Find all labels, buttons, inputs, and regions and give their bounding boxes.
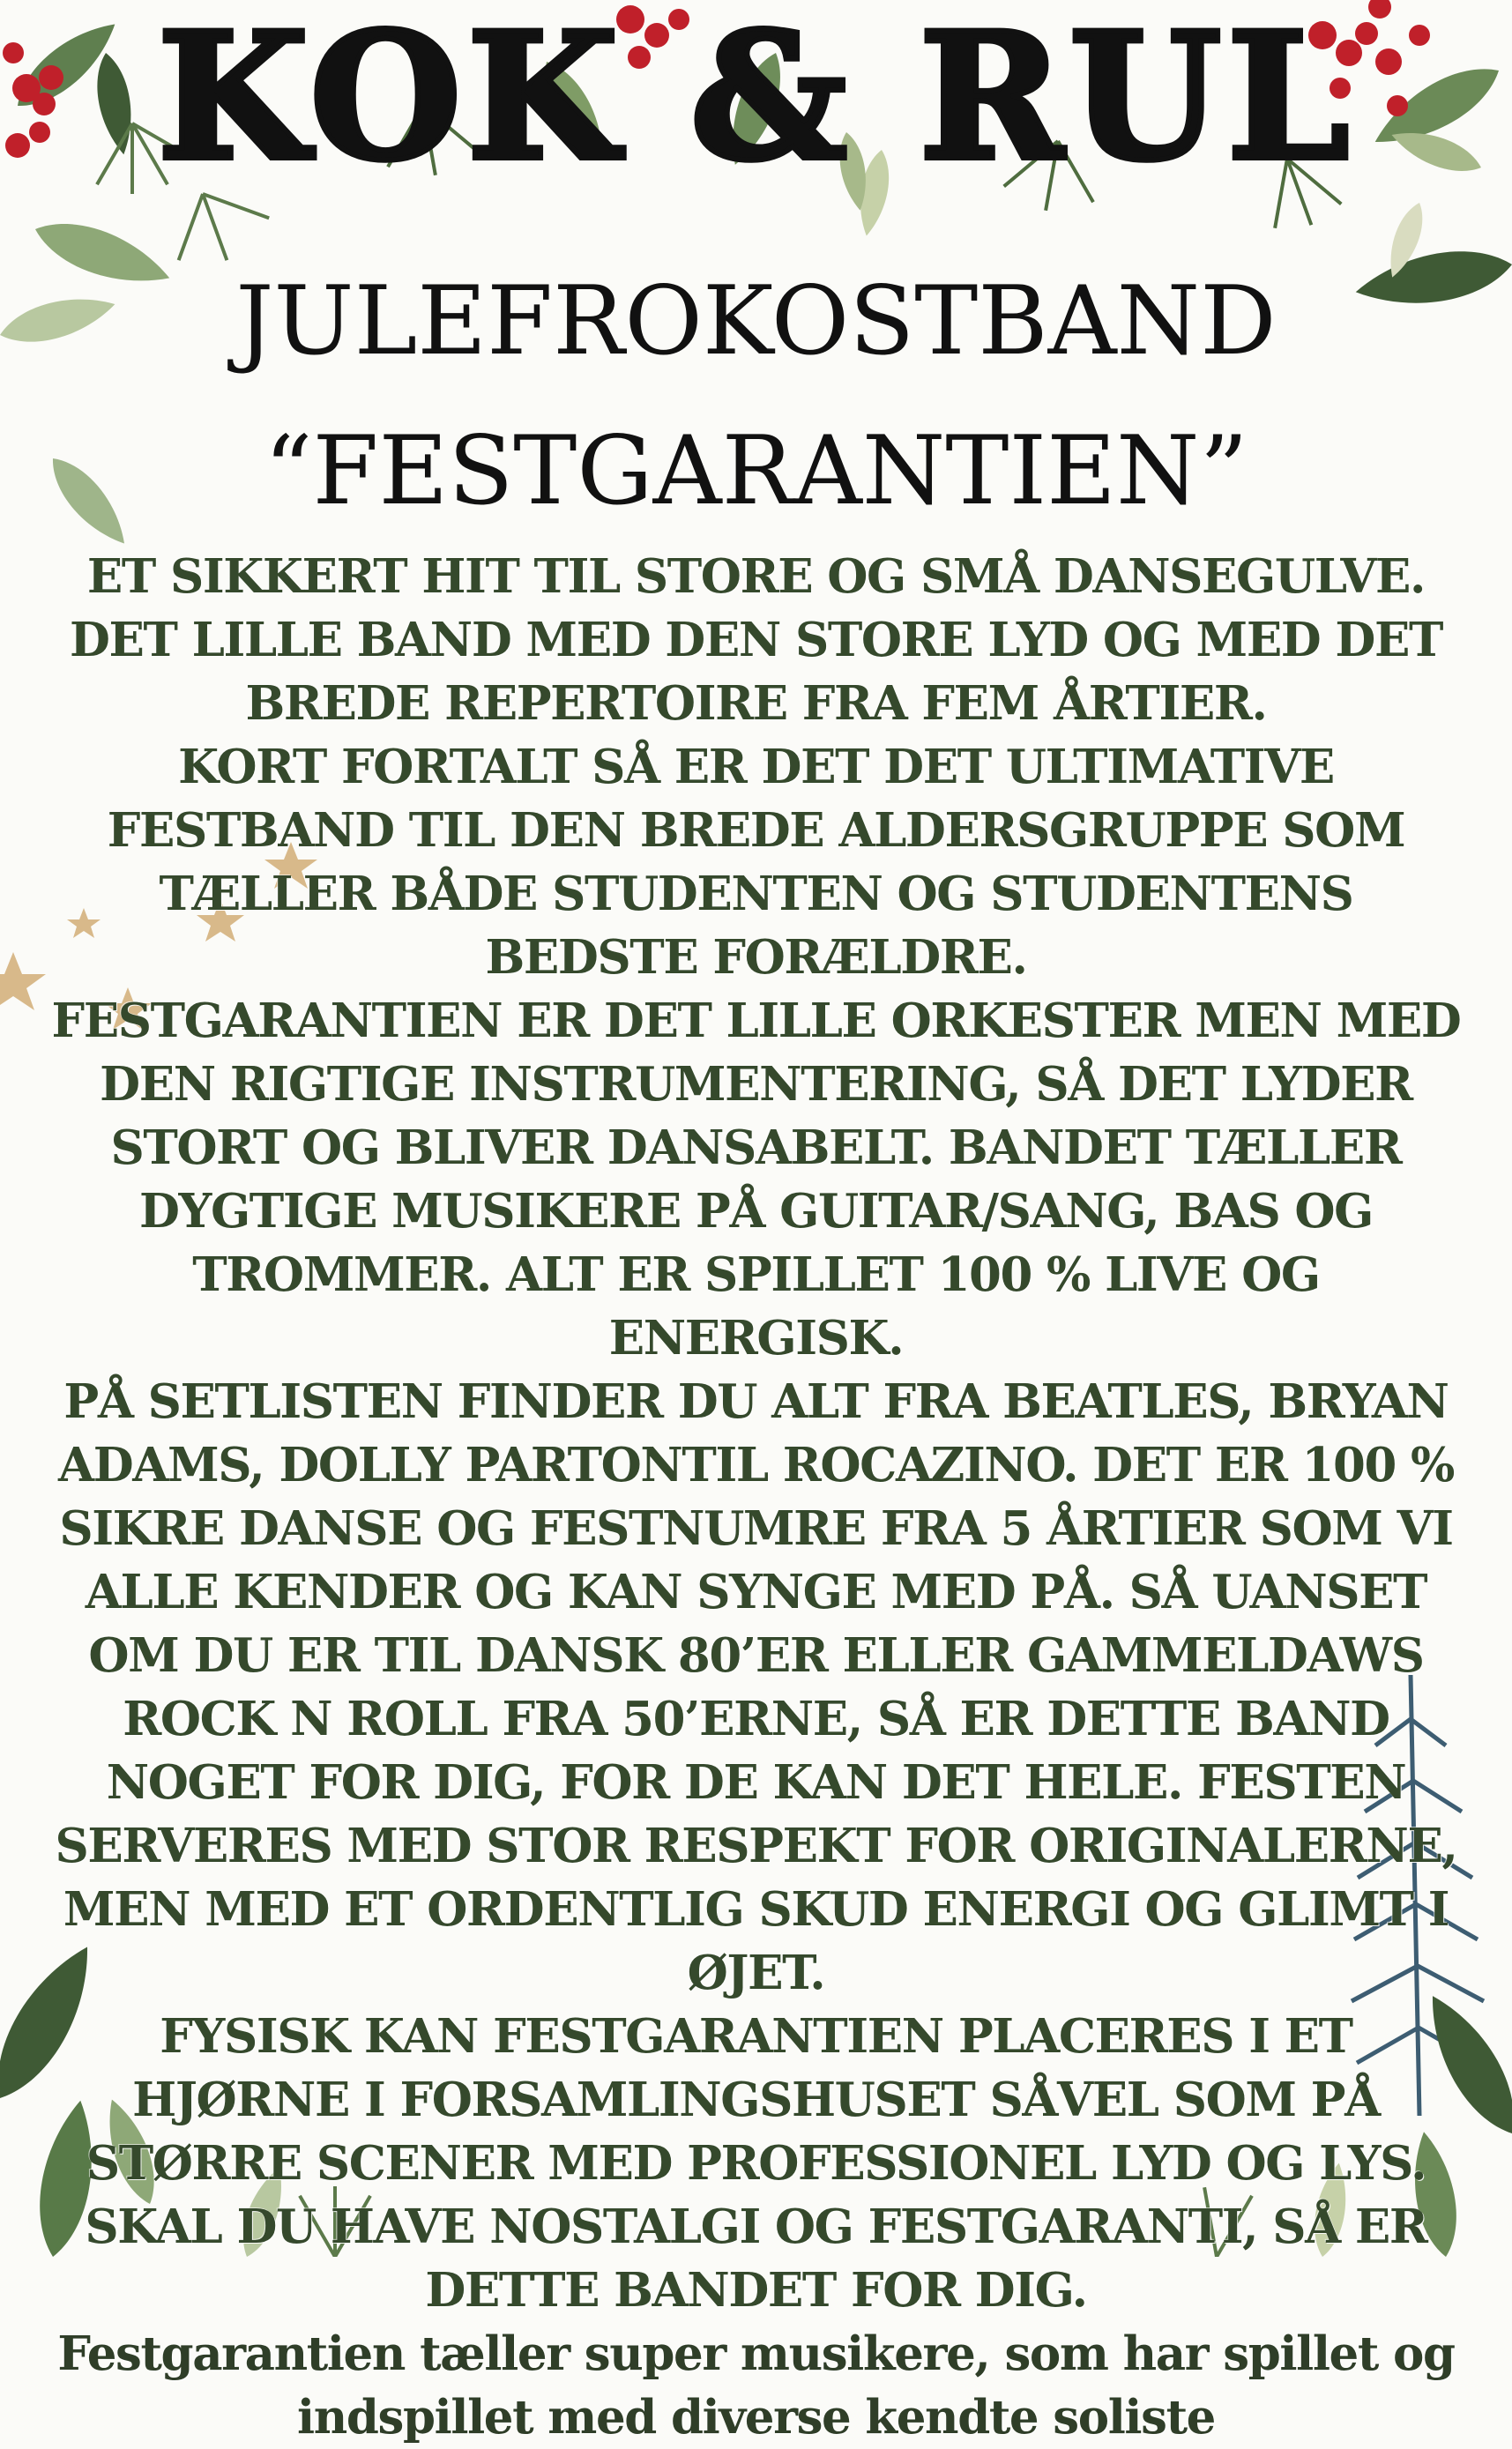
description-text (48, 545, 1464, 2449)
paragraph-instrumentation: FESTGARANTIEN ER DET LILLE ORKESTER MEN MED DEN RIGTIGE INSTRUMENTERING, SÅ DET LYDER STORT OG BLIVER DANSABELT. BANDET TÆLLER DYGTIGE MUSIKERE PÅ GUITAR/SANG, BAS OG TROMMER. ALT ER SPILLET 100 % LIVE OG ENERGISK. (51, 994, 1461, 1366)
paragraph-nostalgia: SKAL DU HAVE NOSTALGI OG FESTGARANTI, SÅ ER DETTE BANDET FOR DIG. (85, 2200, 1427, 2318)
paragraph-small-band: DET LILLE BAND MED DEN STORE LYD OG MED DET BREDE REPERTOIRE FRA FEM ÅRTIER. (69, 613, 1443, 731)
band-title: KOK & RUL (157, 0, 1355, 199)
paragraph-ultimate-festband: KORT FORTALT SÅ ER DET DET ULTIMATIVE FESTBAND TIL DEN BREDE ALDERSGRUPPE SOM TÆLLER BÅDE STUDENTEN OG STUDENTENS BEDSTE FORÆLDRE. (107, 740, 1405, 985)
subtitle-festgarantien: “FESTGARANTIEN” (264, 416, 1248, 526)
footer-musicians: Festgarantien tæller super musikere, som har spillet og indspillet med diverse kendte soliste (57, 2326, 1455, 2445)
paragraph-intro: ET SIKKERT HIT TIL STORE OG SMÅ DANSEGULVE. (86, 549, 1426, 604)
paragraph-placement: FYSISK KAN FESTGARANTIEN PLACERES I ET HJØRNE I FORSAMLINGSHUSET SÅVEL SOM PÅ STØRRE SCENER MED PROFESSIONEL LYD OG LYS. (86, 2009, 1426, 2191)
paragraph-setlist: PÅ SETLISTEN FINDER DU ALT FRA BEATLES, BRYAN ADAMS, DOLLY PARTONTIL ROCAZINO. DET ER 100 % SIKRE DANSE OG FESTNUMRE FRA 5 ÅRTIER SOM VI ALLE KENDER OG KAN SYNGE MED PÅ. SÅ UANSET OM DU ER TIL DANSK 80’ER ELLER GAMMELDAWS ROCK N ROLL FRA 50’ERNE, SÅ ER DETTE BAND NOGET FOR DIG, FOR DE KAN DET HELE. FESTEN SERVERES MED STOR RESPEKT FOR ORIGINALERNE, MEN MED ET ORDENTLIG SKUD ENERGI OG GLIMT I ØJET. (55, 1374, 1457, 2000)
subtitle-julefrokostband: JULEFROKOSTBAND (235, 266, 1277, 376)
